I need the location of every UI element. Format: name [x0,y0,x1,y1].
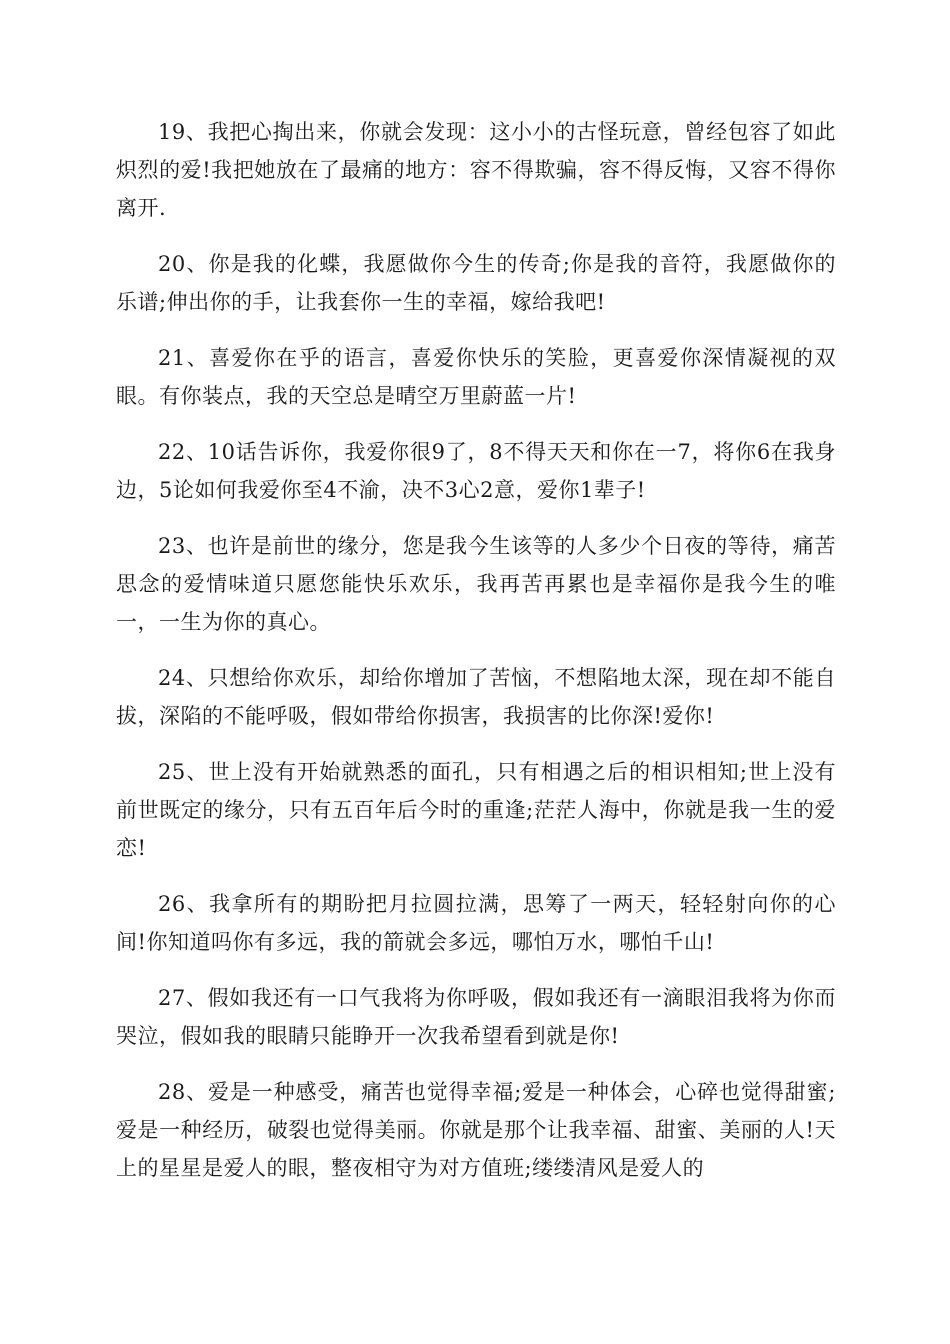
paragraph-24: 24、只想给你欢乐，却给你增加了苦恼，不想陷地太深，现在却不能自拔，深陷的不能呼吸，假如带给你损害，我损害的比你深!爱你! [116,666,836,728]
paragraph-26: 26、我拿所有的期盼把月拉圆拉满，思筹了一两天，轻轻射向你的心间!你知道吗你有多远，我的箭就会多远，哪怕万水，哪怕千山! [116,892,836,954]
paragraph-27: 27、假如我还有一口气我将为你呼吸，假如我还有一滴眼泪我将为你而哭泣，假如我的眼睛只能睁开一次我希望看到就是你! [116,986,836,1048]
paragraph-25: 25、世上没有开始就熟悉的面孔，只有相遇之后的相识相知;世上没有前世既定的缘分，只有五百年后今时的重逢;茫茫人海中，你就是我一生的爱恋! [116,760,836,860]
paragraph-28: 28、爱是一种感受，痛苦也觉得幸福;爱是一种体会，心碎也觉得甜蜜;爱是一种经历，破裂也觉得美丽。你就是那个让我幸福、甜蜜、美丽的人!天上的星星是爱人的眼，整夜相守为对方值班;缕缕清风是爱人的 [116,1080,836,1180]
paragraph-23: 23、也许是前世的缘分，您是我今生该等的人多少个日夜的等待，痛苦思念的爱情味道只愿您能快乐欢乐，我再苦再累也是幸福你是我今生的唯一，一生为你的真心。 [116,534,836,634]
paragraph-19: 19、我把心掏出来，你就会发现：这小小的古怪玩意，曾经包容了如此炽烈的爱!我把她放在了最痛的地方：容不得欺骗，容不得反悔，又容不得你离开. [116,120,836,220]
document-body [116,113,836,1205]
paragraph-21: 21、喜爱你在乎的语言，喜爱你快乐的笑脸，更喜爱你深情凝视的双眼。有你装点，我的天空总是晴空万里蔚蓝一片! [116,346,836,408]
paragraph-22: 22、10话告诉你，我爱你很9了，8不得天天和你在一7，将你6在我身边，5论如何我爱你至4不渝，决不3心2意，爱你1辈子! [116,440,836,502]
paragraph-20: 20、你是我的化蝶，我愿做你今生的传奇;你是我的音符，我愿做你的乐谱;伸出你的手，让我套你一生的幸福，嫁给我吧! [116,252,836,314]
